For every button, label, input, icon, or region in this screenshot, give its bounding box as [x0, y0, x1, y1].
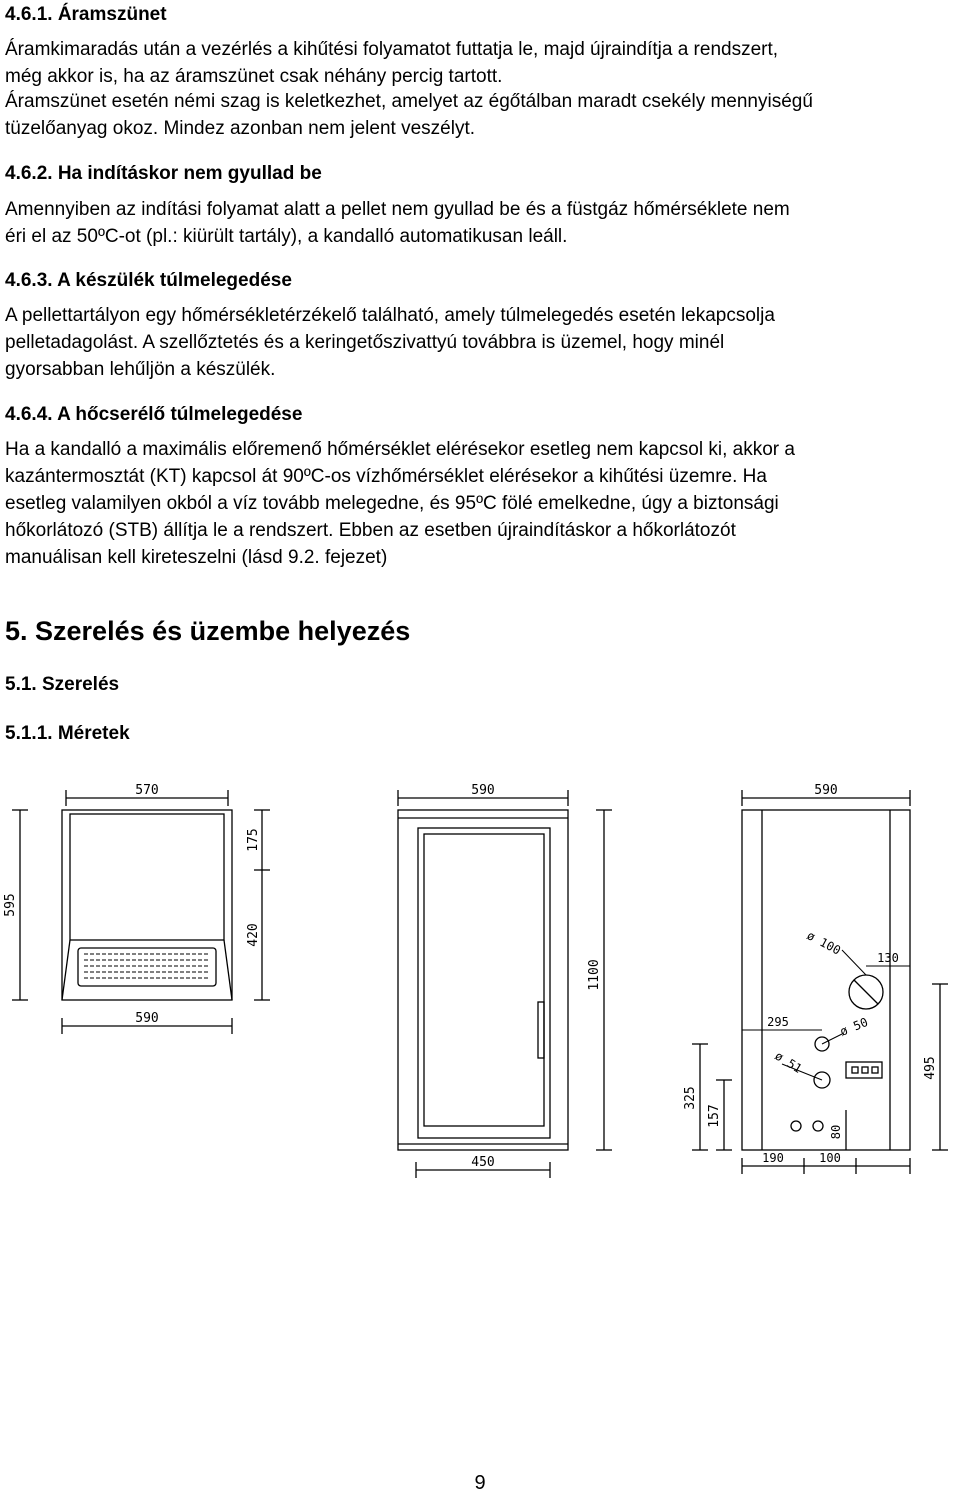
- dim-pipe-offset: 295: [767, 1015, 789, 1029]
- heading-4-6-4: 4.6.4. A hőcserélő túlmelegedése: [5, 404, 303, 425]
- side-view: [398, 783, 612, 1178]
- text-line: Ha a kandalló a maximális előremenő hőmérséklet elérésekor esetleg nem kapcsol ki, akkor a: [5, 439, 795, 460]
- dim-pipe-diameter: ø 50: [837, 1014, 870, 1039]
- dim-flue-diameter: ø 100: [804, 928, 844, 958]
- text-line: Amennyiben az indítási folyamat alatt a pellet nem gyullad be és a füstgáz hőmérséklete nem: [5, 199, 790, 220]
- dim-rear-total-height: 495: [923, 1056, 938, 1080]
- paragraph-4-6-2: [5, 196, 955, 250]
- text-line: Áramkimaradás után a vezérlés a kihűtési folyamatot futtatja le, majd újraindítja a rendszert,: [5, 39, 779, 60]
- paragraph-4-6-3: [5, 302, 955, 383]
- text-line: Áramszünet esetén némi szag is keletkezhet, amelyet az égőtálban maradt csekély mennyiségű: [5, 91, 813, 112]
- dim-front-bottom: 590: [135, 1011, 159, 1026]
- dim-inlet-diameter: ø 51: [772, 1048, 805, 1076]
- page-number: 9: [474, 1472, 486, 1494]
- front-view: [3, 783, 270, 1034]
- text-line: tüzelőanyag okoz. Mindez azonban nem jelent veszélyt.: [5, 118, 475, 139]
- text-line: manuálisan kell kireteszelni (lásd 9.2. fejezet): [5, 547, 388, 568]
- text-line: kazántermosztát (KT) kapcsol át 90ºC-os vízhőmérséklet elérésekor a kihűtési üzemre. Ha: [5, 466, 767, 487]
- dim-front-mid: 420: [246, 923, 261, 947]
- dimension-drawing: [0, 770, 960, 1180]
- paragraph-4-6-1-c: [5, 88, 955, 142]
- heading-4-6-3: 4.6.3. A készülék túlmelegedése: [5, 270, 292, 291]
- sub-sub-heading: 5.1.1. Méretek: [5, 723, 130, 744]
- paragraph-4-6-4: [5, 436, 955, 571]
- paragraph-4-6-1-a: [5, 36, 955, 63]
- dim-flue-offset: 130: [877, 951, 899, 965]
- dim-front-top: 570: [135, 783, 159, 798]
- dim-rear-bottom-right: 100: [819, 1151, 841, 1165]
- dim-rear-bottom-left: 190: [762, 1151, 784, 1165]
- dim-rear-height-a: 325: [683, 1086, 698, 1110]
- text-line: még akkor is, ha az áramszünet csak néhány percig tartott.: [5, 66, 503, 87]
- text-line: gyorsabban lehűljön a készülék.: [5, 359, 276, 380]
- text-line: pelletadagolást. A szellőztetés és a keringetőszivattyú továbbra is üzemel, hogy minél: [5, 332, 725, 353]
- paragraph-4-6-1-b: [5, 63, 955, 90]
- dim-front-height: 595: [3, 893, 18, 917]
- heading-4-6-1: 4.6.1. Áramszünet: [5, 4, 167, 25]
- dim-rear-height-b: 157: [707, 1104, 722, 1128]
- dim-side-height: 1100: [587, 959, 602, 991]
- text-line: A pellettartályon egy hőmérsékletérzékelő található, amely túlmelegedés esetén lekapcsolja: [5, 305, 775, 326]
- dim-side-bottom: 450: [471, 1155, 495, 1170]
- dim-side-top: 590: [471, 783, 495, 798]
- dim-rear-height-c: 80: [829, 1124, 843, 1140]
- text-line: esetleg valamilyen okból a víz tovább melegedne, és 95ºC fölé emelkedne, úgy a biztonsági: [5, 493, 779, 514]
- rear-view: [683, 783, 948, 1174]
- text-line: hőkorlátozó (STB) állítja le a rendszert. Ebben az esetben újraindításkor a hőkorlátozót: [5, 520, 736, 541]
- chapter-title: 5. Szerelés és üzembe helyezés: [5, 616, 411, 646]
- heading-4-6-2: 4.6.2. Ha indításkor nem gyullad be: [5, 163, 322, 184]
- sub-heading: 5.1. Szerelés: [5, 674, 120, 695]
- dim-front-depth: 175: [246, 828, 261, 852]
- dim-rear-top: 590: [814, 783, 838, 798]
- text-line: éri el az 50ºC-ot (pl.: kiürült tartály), a kandalló automatikusan leáll.: [5, 226, 568, 247]
